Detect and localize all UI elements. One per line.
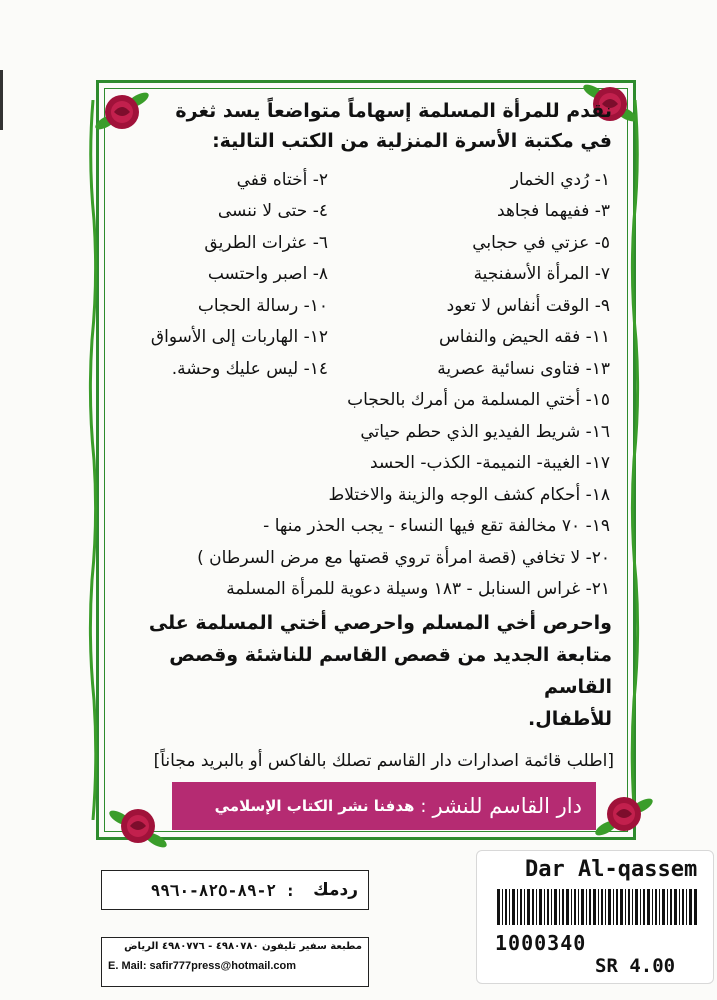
book-item: ١٩- ٧٠ مخالفة تقع فيها النساء - يجب الحذر منها - xyxy=(263,516,610,537)
closing-line-1: واحرص أخي المسلم واحرصي أختي المسلمة على xyxy=(148,612,612,634)
sticker-price: SR 4.00 xyxy=(595,955,676,977)
sticker-code: 1000340 xyxy=(495,931,587,955)
closing-line-3: للأطفال. xyxy=(528,708,612,730)
book-row xyxy=(118,322,618,354)
spine-mark xyxy=(0,70,3,130)
price-sticker xyxy=(476,850,714,984)
banner-separator: : xyxy=(420,795,427,817)
barcode-icon xyxy=(497,889,697,925)
book-item: ٥- عزتي في حجابي xyxy=(472,232,610,253)
intro-line-2: في مكتبة الأسرة المنزلية من الكتب التالية: xyxy=(212,130,612,152)
book-row xyxy=(118,259,618,291)
book-item: ١١- فقه الحيض والنفاس xyxy=(438,327,610,348)
sticker-title: Dar Al-qassem xyxy=(525,857,698,882)
printer-email: E. Mail: safir777press@hotmail.com xyxy=(108,960,297,972)
catalog-request-text: [اطلب قائمة اصدارات دار القاسم تصلك بالفاكس أو بالبريد مجاناً] xyxy=(153,751,614,771)
book-item: ٩- الوقت أنفاس لا تعود xyxy=(446,295,610,316)
closing-text xyxy=(118,607,618,735)
left-vine-decoration xyxy=(88,100,98,820)
book-row xyxy=(118,353,618,385)
intro-text xyxy=(118,96,612,156)
back-cover-text xyxy=(118,96,618,786)
rose-bottom-right-icon xyxy=(594,784,654,844)
publisher-banner xyxy=(172,782,596,830)
book-item: ١٤- ليس عليك وحشة. xyxy=(171,358,328,379)
book-item: ٣- ففيهما فجاهد xyxy=(497,201,610,222)
book-row xyxy=(118,196,618,228)
book-item: ١٥- أختي المسلمة من أمرك بالحجاب xyxy=(347,390,610,411)
book-item: ١٧- الغيبة- النميمة- الكذب- الحسد xyxy=(369,453,610,474)
publisher-slogan: هدفنا نشر الكتاب الإسلامي xyxy=(214,797,415,815)
book-item: ١٦- شريط الفيديو الذي حطم حياتي xyxy=(360,421,610,442)
book-item: ٧- المرأة الأسفنجية xyxy=(473,264,610,285)
book-item: ٤- حتى لا ننسى xyxy=(217,201,328,222)
isbn-label: ردمك xyxy=(313,880,358,900)
book-list xyxy=(118,164,618,605)
book-item: ١٠- رسالة الحجاب xyxy=(197,295,328,316)
book-row xyxy=(118,227,618,259)
book-item: ١- رُدي الخمار xyxy=(510,169,610,190)
printer-contact: مطبعة سفير تليفون ٤٩٨٠٧٨٠ - ٤٩٨٠٧٧٦ الرياض xyxy=(124,941,362,952)
intro-line-1: نقدم للمرأة المسلمة إسهاماً متواضعاً يسد ثغرة xyxy=(175,100,612,122)
rose-bottom-left-icon xyxy=(108,796,168,856)
book-item: ٢١- غراس السنابل - ١٨٣ وسيلة دعوية للمرأة المسلمة xyxy=(226,579,610,600)
book-item: ٢- أختاه قفي xyxy=(236,169,328,190)
printer-info-box xyxy=(101,937,369,987)
book-item: ٢٠- لا تخافي (قصة امرأة تروي قصتها مع مرض السرطان ) xyxy=(197,547,610,568)
book-item: ٦- عثرات الطريق xyxy=(204,232,328,253)
isbn-box xyxy=(101,870,369,910)
book-item: ٨- اصبر واحتسب xyxy=(207,264,328,285)
book-row xyxy=(118,164,618,196)
isbn-number: : ٢-٨٩-٨٢٥-٩٩٦٠ xyxy=(150,880,296,900)
closing-line-2: متابعة الجديد من قصص القاسم للناشئة وقصص القاسم xyxy=(169,644,612,698)
book-item: ١٣- فتاوى نسائية عصرية xyxy=(437,358,610,379)
publisher-name: دار القاسم للنشر xyxy=(432,794,582,818)
book-item: ١٢- الهاربات إلى الأسواق xyxy=(150,327,328,348)
right-vine-decoration xyxy=(630,100,640,820)
book-item: ١٨- أحكام كشف الوجه والزينة والاختلاط xyxy=(328,484,610,505)
book-row xyxy=(118,290,618,322)
